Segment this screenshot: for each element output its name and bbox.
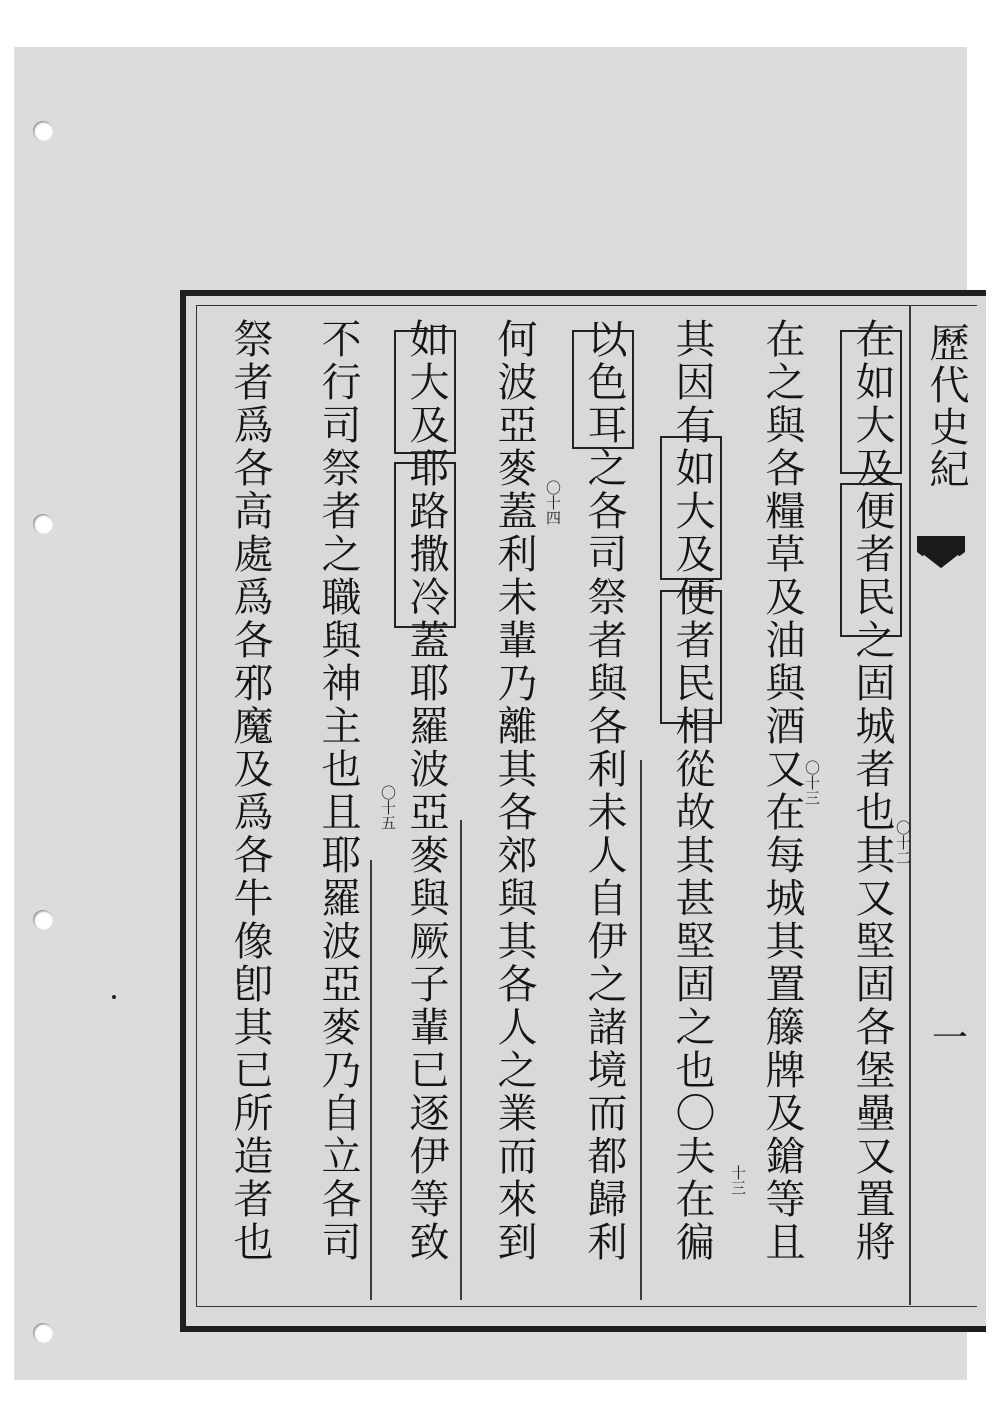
margin-note: 〇十三 [803,760,821,805]
book-title: 歷代史紀 [923,322,969,490]
text-column-6: 如大及耶路撒冷蓋耶羅波亞麥與厥子輩已逐伊等致 [403,318,449,1264]
folio-number: 一 [932,1018,969,1059]
punch-hole-icon [33,514,53,534]
text-column-1: 在如大及便者民之固城者也其又堅固各堡壘又置將 [849,318,895,1264]
fishtail-mark-icon [915,530,967,580]
margin-note: 〇十二 [894,820,912,865]
ink-speck [112,995,116,999]
margin-note: 〇十四 [544,480,562,525]
column-rule [640,760,642,1300]
name-box [394,330,456,454]
column-rule [370,860,372,1300]
name-box [660,436,722,580]
name-box [840,330,902,474]
punch-hole-icon [33,910,53,930]
name-box [394,462,456,628]
name-box [572,330,634,449]
text-column-8: 祭者爲各高處爲各邪魔及爲各牛像卽其已所造者也 [227,318,273,1264]
punch-hole-icon [33,1323,53,1343]
margin-note: 十三 [729,1165,747,1195]
text-column-2: 在之與各糧草及油與酒又在每城其置籐牌及鎗等且 [759,318,805,1264]
column-rule [460,820,462,1300]
punch-hole-icon [33,121,53,141]
text-column-5: 何波亞麥蓋利未輩乃離其各郊與其各人之業而來到 [491,318,537,1264]
margin-note: 〇十五 [379,785,397,830]
column-rule [909,305,911,1305]
name-box [840,483,902,637]
text-column-7: 不行司祭者之職與神主也且耶羅波亞麥乃自立各司 [315,318,361,1264]
text-column-4: 以色耳之各司祭者與各利未人自伊之諸境而都歸利 [581,318,627,1264]
text-column-3: 其因有如大及便者民相從故其甚堅固之也〇夫在徧 [669,318,715,1264]
name-box [660,590,722,724]
